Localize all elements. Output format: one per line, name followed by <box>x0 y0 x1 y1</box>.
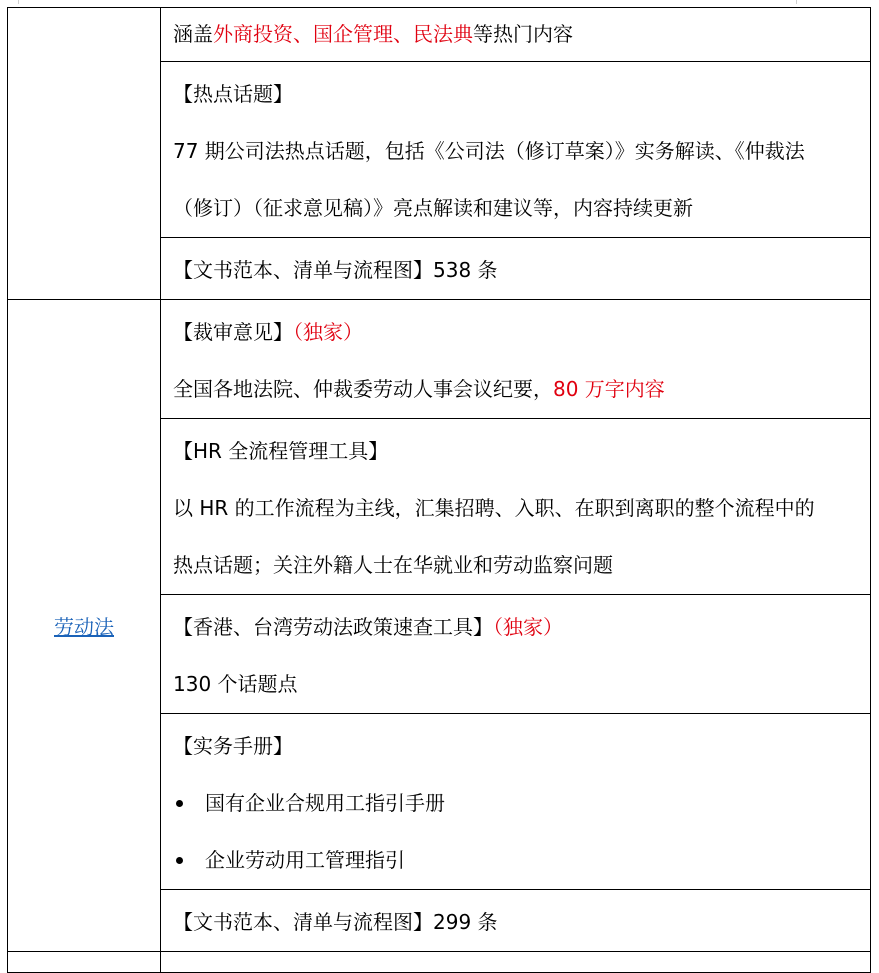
ruling-opinions-heading: 【裁审意见】 <box>173 320 293 344</box>
hk-tw-heading: 【香港、台湾劳动法政策速查工具】 <box>173 615 493 639</box>
coverage-highlight: 外商投资、国企管理、民法典 <box>213 22 473 46</box>
documents-labor-cell <box>161 890 871 952</box>
handbook-heading: 【实务手册】 <box>173 734 293 758</box>
coverage-cell <box>161 8 871 62</box>
category-cell-labor-law <box>8 300 161 952</box>
next-category-cell <box>8 952 161 973</box>
table-row <box>8 952 871 973</box>
ruling-opinions-desc-prefix: 全国各地法院、仲裁委劳动人事会议纪要， <box>173 377 553 401</box>
page-top-margin <box>0 0 879 6</box>
table-row <box>8 300 871 419</box>
hk-tw-heading-line <box>173 599 860 656</box>
handbook-item-1: 国有企业合规用工指引手册 <box>205 791 445 815</box>
coverage-prefix: 涵盖 <box>173 22 213 46</box>
hr-tools-cell <box>161 419 871 595</box>
ruling-opinions-heading-line <box>173 304 860 361</box>
hot-topics-line-1: 77 期公司法热点话题，包括《公司法（修订草案）》实务解读、《仲裁法 <box>173 139 805 163</box>
coverage-suffix: 等热门内容 <box>473 22 573 46</box>
bullet-icon <box>176 857 183 864</box>
exclusive-badge: （独家） <box>493 615 563 639</box>
table-row <box>8 8 871 62</box>
ruler-tick <box>796 0 797 4</box>
hot-topics-heading: 【热点话题】 <box>173 82 293 106</box>
ruling-opinions-desc <box>173 361 860 418</box>
ruler-tick <box>18 0 19 4</box>
next-content-cell <box>161 952 871 973</box>
hr-tools-line-2: 热点话题；关注外籍人士在华就业和劳动监察问题 <box>173 553 613 577</box>
hk-tw-cell <box>161 595 871 714</box>
list-item <box>173 775 860 832</box>
list-item <box>173 832 860 889</box>
labor-law-link[interactable]: 劳动法 <box>54 615 114 639</box>
handbook-cell <box>161 714 871 890</box>
documents-labor-text: 【文书范本、清单与流程图】299 条 <box>173 910 498 934</box>
product-content-table <box>7 7 871 973</box>
hot-topics-line-2: （修订）（征求意见稿）》亮点解读和建议等，内容持续更新 <box>173 196 693 220</box>
hot-topics-cell <box>161 62 871 238</box>
ruling-opinions-cell <box>161 300 871 419</box>
ruling-opinions-desc-highlight: 80 万字内容 <box>553 377 665 401</box>
documents-company-cell <box>161 238 871 300</box>
category-cell-empty <box>8 8 161 300</box>
handbook-item-2: 企业劳动用工管理指引 <box>205 848 405 872</box>
coverage-line <box>173 8 860 61</box>
hr-tools-heading: 【HR 全流程管理工具】 <box>173 439 389 463</box>
hk-tw-count: 130 个话题点 <box>173 672 298 696</box>
exclusive-badge: （独家） <box>293 320 363 344</box>
hr-tools-line-1: 以 HR 的工作流程为主线，汇集招聘、入职、在职到离职的整个流程中的 <box>173 496 815 520</box>
documents-company-text: 【文书范本、清单与流程图】538 条 <box>173 258 498 282</box>
bullet-icon <box>176 800 183 807</box>
